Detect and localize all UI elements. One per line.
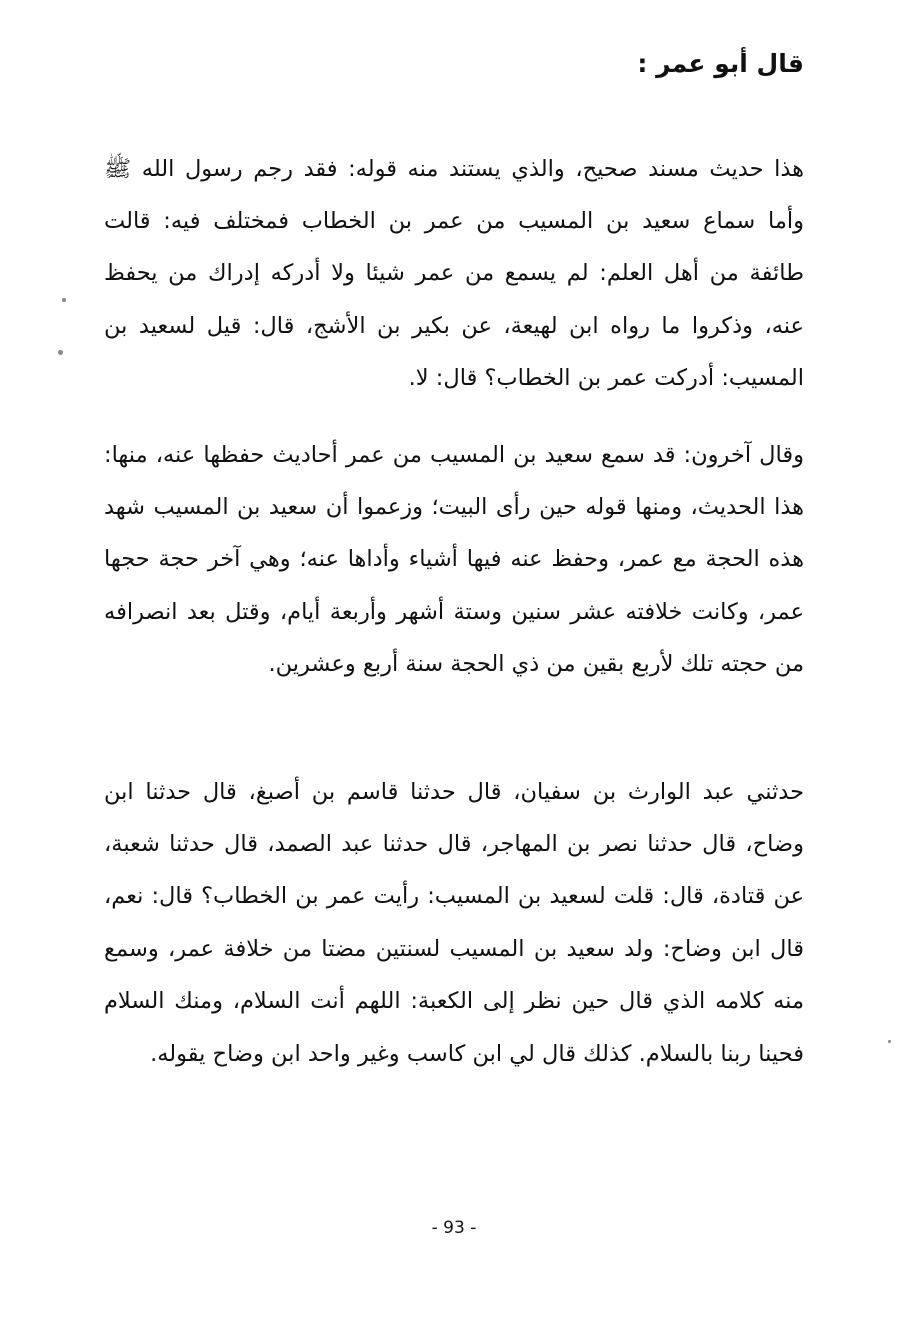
- scan-speck: [888, 1040, 891, 1043]
- paragraph-1: هذا حديث مسند صحيح، والذي يستند منه قوله: فقد رجم رسول الله ﷺ وأما سماع سعيد بن المسيب من عمر بن الخطاب فمختلف فيه: قالت طائفة من أهل العلم: لم يسمع من عمر شيئا ولا أدركه إدراك من يحفظ عنه، وذكروا ما رواه ابن لهيعة، عن بكير بن الأشج، قال: قيل لسعيد بن المسيب: أدركت عمر بن الخطاب؟ قال: لا.: [104, 155, 804, 392]
- paragraph-3: حدثني عبد الوارث بن سفيان، قال حدثنا قاسم بن أصبغ، قال حدثنا ابن وضاح، قال حدثنا نصر بن المهاجر، قال حدثنا عبد الصمد، قال حدثنا شعبة، عن قتادة، قال: قلت لسعيد بن المسيب: رأيت عمر بن الخطاب؟ قال: نعم، قال ابن وضاح: ولد سعيد بن المسيب لسنتين مضتا من خلافة عمر، وسمع منه كلامه الذي قال حين نظر إلى الكعبة: اللهم أنت السلام، ومنك السلام فحينا ربنا بالسلام. كذلك قال لي ابن كاسب وغير واحد ابن وضاح يقوله.: [104, 778, 804, 1067]
- scan-speck: [58, 350, 63, 355]
- section-heading: قال أبو عمر :: [637, 49, 804, 78]
- page-number: - 93 -: [431, 1218, 477, 1238]
- scan-speck: [62, 298, 66, 302]
- paragraph-2: وقال آخرون: قد سمع سعيد بن المسيب من عمر أحاديث حفظها عنه، منها: هذا الحديث، ومنها قوله حين رأى البيت؛ وزعموا أن سعيد بن المسيب شهد هذه الحجة مع عمر، وحفظ عنه فيها أشياء وأداها عنه؛ وهي آخر حجة حجها عمر، وكانت خلافته عشر سنين وستة أشهر وأربعة أيام، وقتل بعد انصرافه من حجته تلك لأربع بقين من ذي الحجة سنة أربع وعشرين.: [104, 441, 804, 678]
